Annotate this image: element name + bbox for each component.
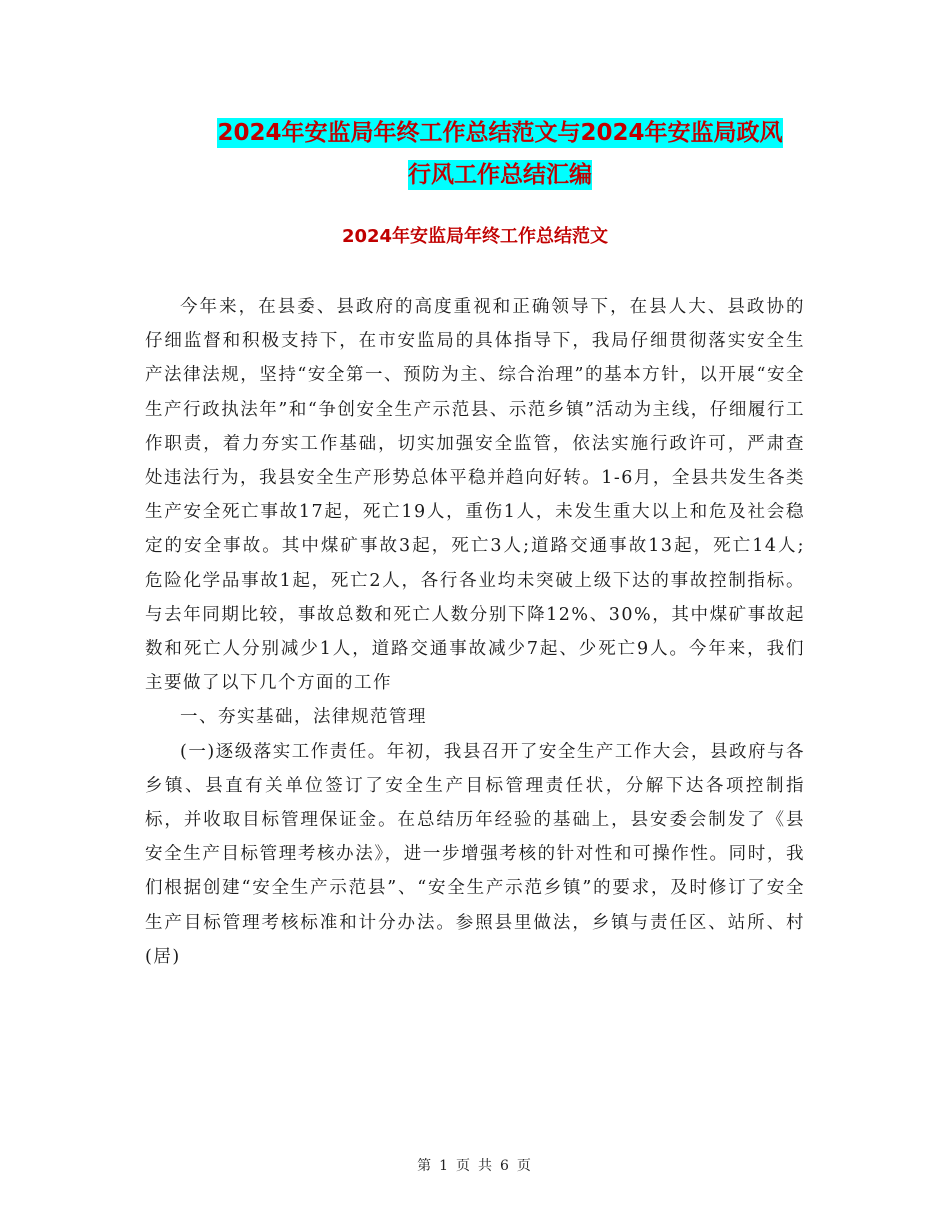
document-title [130, 112, 870, 196]
page-footer [0, 1155, 950, 1175]
total-page-count: 6 [500, 1158, 511, 1174]
footer-word-ye: 页 [456, 1158, 472, 1174]
section-title: 2024年安监局年终工作总结范文 [341, 226, 609, 247]
paragraph-intro: 今年来，在县委、县政府的高度重视和正确领导下，在县人大、县政协的仔细监督和积极支持下，在市安监局的具体指导下，我局仔细贯彻落实安全生产法律法规，坚持“安全第一、预防为主、综合治理”的基本方针，以开展“安全生产行政执法年”和“争创安全生产示范县、示范乡镇”活动为主线，仔细履行工作职责，着力夯实工作基础，切实加强安全监管，依法实施行政许可，严肃查处违法行为，我县安全生产形势总体平稳并趋向好转。1-6月，全县共发生各类生产安全死亡事故17起，死亡19人，重伤1人，未发生重大以上和危及社会稳定的安全事故。其中煤矿事故3起，死亡3人;道路交通事故13起，死亡14人;危险化学品事故1起，死亡2人，各行各业均未突破上级下达的事故控制指标。与去年同期比较，事故总数和死亡人数分别下降12%、30%，其中煤矿事故起数和死亡人分别减少1人，道路交通事故减少7起、少死亡9人。今年来，我们主要做了以下几个方面的工作 [145, 297, 805, 694]
paragraph-heading-1: 一、夯实基础，法律规范管理 [180, 707, 427, 728]
title-line-2: 行风工作总结汇编 [408, 162, 592, 188]
paragraph-responsibility: (一)逐级落实工作责任。年初，我县召开了安全生产工作大会，县政府与各乡镇、县直有关单位签订了安全生产目标管理责任状，分解下达各项控制指标，并收取目标管理保证金。在总结历年经验的基础上，县安委会制发了《县安全生产目标管理考核办法》，进一步增强考核的针对性和可操作性。同时，我们根据创建“安全生产示范县”、“安全生产示范乡镇”的要求，及时修订了安全生产目标管理考核标准和计分办法。参照县里做法，乡镇与责任区、站所、村(居) [145, 741, 805, 967]
footer-word-ye-2: 页 [516, 1158, 533, 1174]
footer-word-gong: 共 [478, 1158, 494, 1174]
footer-word-di: 第 [417, 1158, 434, 1174]
title-line-1: 2024年安监局年终工作总结范文与2024年安监局政风 [217, 120, 783, 146]
current-page-number: 1 [439, 1158, 450, 1174]
document-body [145, 290, 805, 974]
